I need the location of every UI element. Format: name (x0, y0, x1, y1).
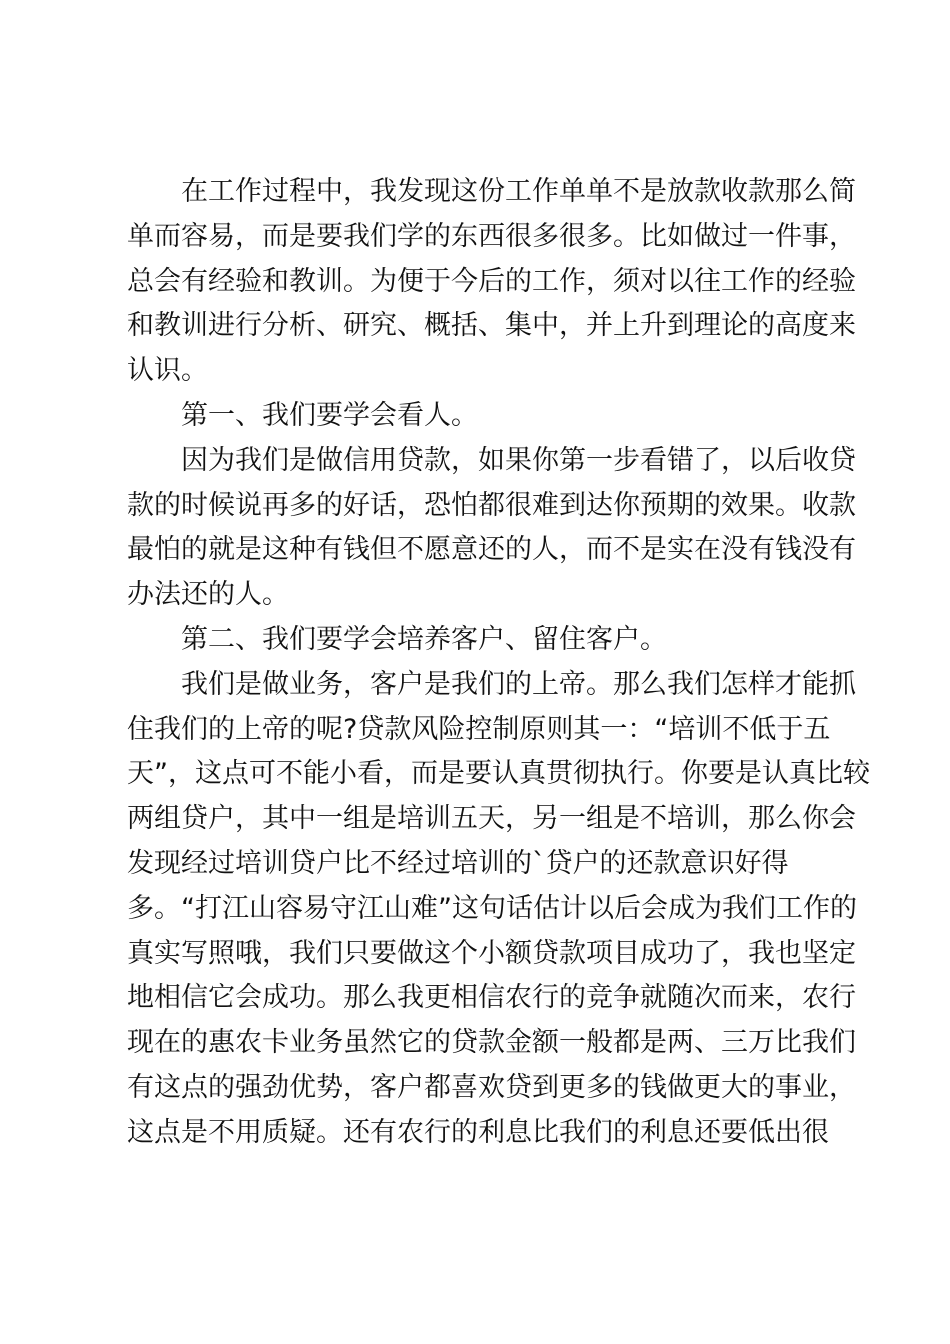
text-line: 第二、我们要学会培养客户、留住客户。 (181, 623, 667, 655)
text-line: 现在的惠农卡业务虽然它的贷款金额一般都是两、三万比我们 (127, 1027, 856, 1059)
text-line: 认识。 (127, 355, 208, 387)
text-line: 多。“打江山容易守江山难”这句话估计以后会成为我们工作的 (127, 892, 857, 924)
paragraph-second-point (127, 663, 870, 1156)
text-line: 天”，这点可不能小看，而是要认真贯彻执行。你要是认真比较 (127, 758, 870, 790)
heading-first-point (127, 394, 827, 439)
paragraph-intro (127, 170, 856, 394)
text-line: 这点是不用质疑。还有农行的利息比我们的利息还要低出很 (127, 1116, 829, 1148)
text-line: 办法还的人。 (127, 579, 289, 611)
text-line: 款的时候说再多的好话，恐怕都很难到达你预期的效果。收款 (127, 489, 856, 521)
text-line: 最怕的就是这种有钱但不愿意还的人，而不是实在没有钱没有 (127, 534, 856, 566)
text-line: 住我们的上帝的呢?贷款风险控制原则其一：“培训不低于五 (127, 713, 831, 745)
text-line: 发现经过培训贷户比不经过培训的`贷户的还款意识好得 (127, 847, 789, 879)
text-line: 第一、我们要学会看人。 (181, 399, 478, 431)
text-line: 和教训进行分析、研究、概括、集中，并上升到理论的高度来 (127, 310, 856, 342)
text-line: 在工作过程中，我发现这份工作单单不是放款收款那么简 (181, 176, 856, 207)
paragraph-first-point (127, 439, 856, 618)
text-line: 因为我们是做信用贷款，如果你第一步看错了，以后收贷 (181, 444, 856, 476)
text-line: 我们是做业务，客户是我们的上帝。那么我们怎样才能抓 (181, 668, 856, 700)
text-line: 地相信它会成功。那么我更相信农行的竞争就随次而来，农行 (127, 982, 856, 1014)
text-line: 总会有经验和教训。为便于今后的工作，须对以往工作的经验 (127, 265, 856, 297)
text-line: 真实写照哦，我们只要做这个小额贷款项目成功了，我也坚定 (127, 937, 856, 969)
text-line: 单而容易，而是要我们学的东西很多很多。比如做过一件事， (127, 220, 856, 252)
text-line: 有这点的强劲优势，客户都喜欢贷到更多的钱做更大的事业， (127, 1071, 856, 1103)
document-body (127, 170, 870, 1156)
heading-second-point (127, 618, 827, 663)
text-line: 两组贷户，其中一组是培训五天，另一组是不培训，那么你会 (127, 803, 856, 835)
